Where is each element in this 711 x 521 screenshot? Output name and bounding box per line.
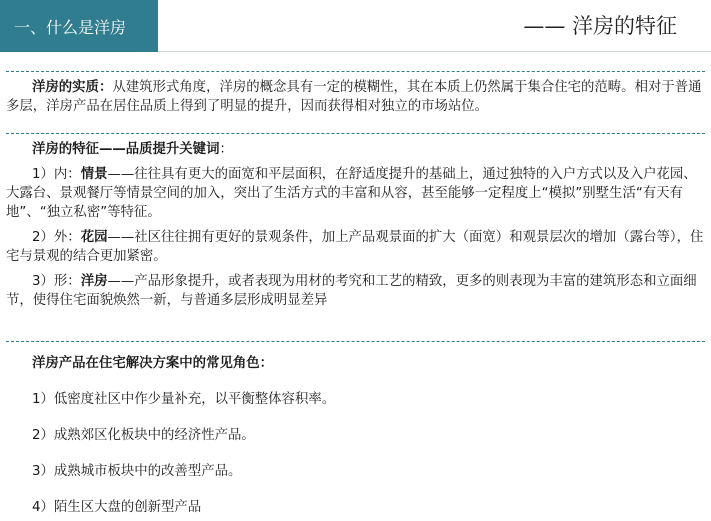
feature-text: ——社区往往拥有更好的景观条件，加上产品观景面的扩大（面宽）和观景层次的增加（露台等），住宅与景观的结合更加紧密。 xyxy=(6,230,704,264)
feature-prefix: 1）内： xyxy=(32,167,81,182)
feature-keyword: 情景 xyxy=(80,167,108,182)
essence-label: 洋房的实质： xyxy=(32,80,113,95)
feature-text: ——往往具有更大的面宽和平层面积，在舒适度提升的基础上，通过独特的入户方式以及入户花园、大露台、景观餐厅等情景空间的加入，突出了生活方式的丰富和从容，甚至能够一定程度上“模拟”别墅生活“有天有地”、“独立私密”等特征。 xyxy=(6,167,697,220)
role-item: 2）成熟郊区化板块中的经济性产品。 xyxy=(32,428,255,443)
feature-prefix: 2）外： xyxy=(32,230,81,245)
role-item: 4）陌生区大盘的创新型产品 xyxy=(32,500,202,515)
feature-keyword: 洋房 xyxy=(80,274,108,289)
feature-prefix: 3）形： xyxy=(32,274,81,289)
header-divider xyxy=(158,51,711,52)
features-heading-line xyxy=(6,140,705,159)
feature-item-outer xyxy=(6,228,705,266)
feature-item-inner xyxy=(6,165,705,222)
feature-text: ——产品形象提升，或者表现为用材的考究和工艺的精致，更多的则表现为丰富的建筑形态和立面细节，使得住宅面貌焕然一新，与普通多层形成明显差异 xyxy=(6,274,697,308)
role-item: 3）成熟城市板块中的改善型产品。 xyxy=(32,464,242,479)
features-section xyxy=(6,133,705,310)
essence-section xyxy=(6,71,705,116)
feature-keyword: 花园 xyxy=(80,230,108,245)
section-tab-label: 一、什么是洋房 xyxy=(14,17,127,37)
essence-paragraph xyxy=(6,78,705,116)
features-heading-suffix: ： xyxy=(219,142,233,157)
roles-section xyxy=(6,341,705,517)
role-item: 1）低密度社区中作少量补充，以平衡整体容积率。 xyxy=(32,392,336,407)
feature-item-form xyxy=(6,272,705,310)
section-tab xyxy=(0,0,158,52)
essence-text: 从建筑形式角度，洋房的概念具有一定的模糊性，其在本质上仍然属于集合住宅的范畴。相对于普通多层，洋房产品在居住品质上得到了明显的提升，因而获得相对独立的市场站位。 xyxy=(6,80,702,114)
page-title: —— 洋房的特征 xyxy=(523,14,677,38)
roles-heading: 洋房产品在住宅解决方案中的常见角色： xyxy=(32,356,274,371)
features-heading: 洋房的特征——品质提升关键词 xyxy=(32,142,220,157)
